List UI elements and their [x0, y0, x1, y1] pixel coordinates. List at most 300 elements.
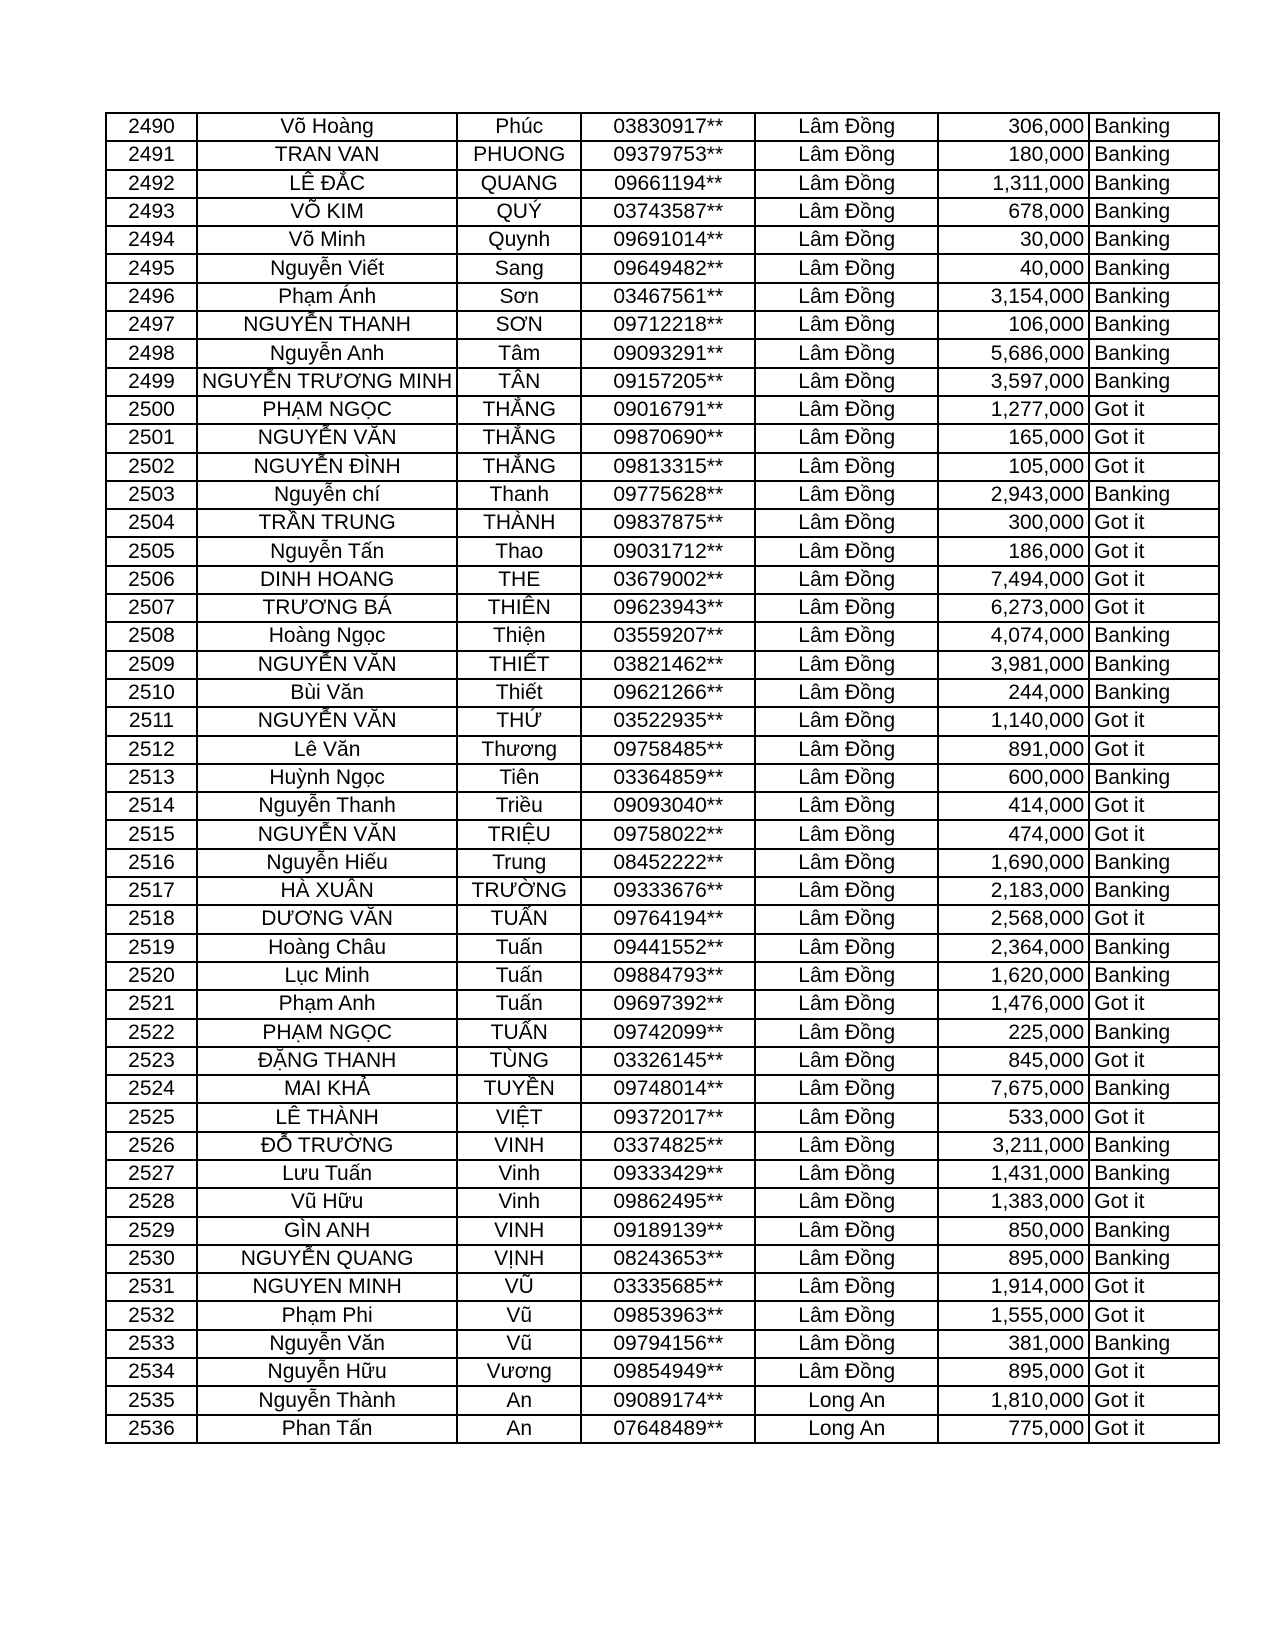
given-name-cell: SƠN	[457, 311, 581, 339]
given-name-cell: THẮNG	[457, 453, 581, 481]
row-number-cell: 2499	[106, 368, 197, 396]
row-number-cell: 2498	[106, 339, 197, 367]
province-cell: Lâm Đồng	[755, 877, 938, 905]
payment-method-cell: Banking	[1089, 679, 1219, 707]
family-name-cell: Nguyễn Văn	[197, 1330, 457, 1358]
province-cell: Lâm Đồng	[755, 905, 938, 933]
family-name-cell: Bùi Văn	[197, 679, 457, 707]
phone-number-cell: 09794156**	[581, 1330, 755, 1358]
given-name-cell: Vương	[457, 1358, 581, 1386]
amount-cell: 3,981,000	[938, 651, 1089, 679]
amount-cell: 165,000	[938, 424, 1089, 452]
amount-cell: 306,000	[938, 113, 1089, 141]
family-name-cell: Võ Hoàng	[197, 113, 457, 141]
row-number-cell: 2517	[106, 877, 197, 905]
payment-method-cell: Banking	[1089, 198, 1219, 226]
phone-number-cell: 09884793**	[581, 962, 755, 990]
province-cell: Lâm Đồng	[755, 113, 938, 141]
given-name-cell: TUYỀN	[457, 1075, 581, 1103]
row-number-cell: 2492	[106, 170, 197, 198]
amount-cell: 180,000	[938, 141, 1089, 169]
row-number-cell: 2526	[106, 1132, 197, 1160]
family-name-cell: NGUYỄN THANH	[197, 311, 457, 339]
table-row	[106, 509, 1219, 537]
province-cell: Lâm Đồng	[755, 764, 938, 792]
family-name-cell: NGUYỄN VĂN	[197, 651, 457, 679]
payment-method-cell: Got it	[1089, 396, 1219, 424]
phone-number-cell: 03326145**	[581, 1047, 755, 1075]
given-name-cell: Thương	[457, 736, 581, 764]
amount-cell: 775,000	[938, 1415, 1089, 1443]
table-row	[106, 1217, 1219, 1245]
payment-method-cell: Got it	[1089, 820, 1219, 848]
phone-number-cell: 09661194**	[581, 170, 755, 198]
phone-number-cell: 09742099**	[581, 1019, 755, 1047]
phone-number-cell: 09093291**	[581, 339, 755, 367]
family-name-cell: Lưu Tuấn	[197, 1160, 457, 1188]
row-number-cell: 2536	[106, 1415, 197, 1443]
payment-method-cell: Got it	[1089, 736, 1219, 764]
amount-cell: 1,476,000	[938, 990, 1089, 1018]
amount-cell: 1,914,000	[938, 1273, 1089, 1301]
row-number-cell: 2494	[106, 226, 197, 254]
table-row	[106, 481, 1219, 509]
given-name-cell: THẮNG	[457, 396, 581, 424]
row-number-cell: 2522	[106, 1019, 197, 1047]
phone-number-cell: 09189139**	[581, 1217, 755, 1245]
table-row	[106, 1330, 1219, 1358]
family-name-cell: NGUYEN MINH	[197, 1273, 457, 1301]
row-number-cell: 2507	[106, 594, 197, 622]
table-row	[106, 1075, 1219, 1103]
row-number-cell: 2497	[106, 311, 197, 339]
amount-cell: 381,000	[938, 1330, 1089, 1358]
row-number-cell: 2532	[106, 1301, 197, 1329]
amount-cell: 2,943,000	[938, 481, 1089, 509]
phone-number-cell: 09333429**	[581, 1160, 755, 1188]
payment-method-cell: Banking	[1089, 849, 1219, 877]
row-number-cell: 2520	[106, 962, 197, 990]
amount-cell: 244,000	[938, 679, 1089, 707]
family-name-cell: DƯƠNG VĂN	[197, 905, 457, 933]
amount-cell: 1,311,000	[938, 170, 1089, 198]
amount-cell: 5,686,000	[938, 339, 1089, 367]
province-cell: Lâm Đồng	[755, 1103, 938, 1131]
province-cell: Long An	[755, 1386, 938, 1414]
amount-cell: 1,690,000	[938, 849, 1089, 877]
phone-number-cell: 09837875**	[581, 509, 755, 537]
table-row	[106, 141, 1219, 169]
table-row	[106, 170, 1219, 198]
phone-number-cell: 09379753**	[581, 141, 755, 169]
family-name-cell: TRAN VAN	[197, 141, 457, 169]
row-number-cell: 2509	[106, 651, 197, 679]
row-number-cell: 2530	[106, 1245, 197, 1273]
family-name-cell: Hoàng Châu	[197, 934, 457, 962]
phone-number-cell: 09441552**	[581, 934, 755, 962]
phone-number-cell: 09093040**	[581, 792, 755, 820]
payment-method-cell: Banking	[1089, 339, 1219, 367]
province-cell: Lâm Đồng	[755, 651, 938, 679]
phone-number-cell: 07648489**	[581, 1415, 755, 1443]
province-cell: Long An	[755, 1415, 938, 1443]
table-row	[106, 1386, 1219, 1414]
province-cell: Lâm Đồng	[755, 679, 938, 707]
table-row	[106, 1019, 1219, 1047]
province-cell: Lâm Đồng	[755, 368, 938, 396]
phone-number-cell: 03374825**	[581, 1132, 755, 1160]
table-row	[106, 651, 1219, 679]
table-row	[106, 707, 1219, 735]
payment-method-cell: Got it	[1089, 1415, 1219, 1443]
payment-method-cell: Got it	[1089, 424, 1219, 452]
amount-cell: 300,000	[938, 509, 1089, 537]
given-name-cell: QUÝ	[457, 198, 581, 226]
amount-cell: 1,555,000	[938, 1301, 1089, 1329]
table-row	[106, 877, 1219, 905]
family-name-cell: Nguyễn Tấn	[197, 537, 457, 565]
table-body	[106, 113, 1219, 1443]
province-cell: Lâm Đồng	[755, 396, 938, 424]
family-name-cell: Hoàng Ngọc	[197, 622, 457, 650]
table-row	[106, 792, 1219, 820]
family-name-cell: NGUYỄN QUANG	[197, 1245, 457, 1273]
table-row	[106, 849, 1219, 877]
province-cell: Lâm Đồng	[755, 339, 938, 367]
payment-method-cell: Banking	[1089, 1245, 1219, 1273]
amount-cell: 30,000	[938, 226, 1089, 254]
family-name-cell: GÌN ANH	[197, 1217, 457, 1245]
province-cell: Lâm Đồng	[755, 566, 938, 594]
given-name-cell: Tâm	[457, 339, 581, 367]
table-row	[106, 198, 1219, 226]
given-name-cell: An	[457, 1415, 581, 1443]
province-cell: Lâm Đồng	[755, 934, 938, 962]
payment-method-cell: Got it	[1089, 1273, 1219, 1301]
province-cell: Lâm Đồng	[755, 1075, 938, 1103]
payment-method-cell: Got it	[1089, 453, 1219, 481]
province-cell: Lâm Đồng	[755, 622, 938, 650]
province-cell: Lâm Đồng	[755, 283, 938, 311]
family-name-cell: Nguyễn Viết	[197, 254, 457, 282]
row-number-cell: 2533	[106, 1330, 197, 1358]
family-name-cell: TRƯƠNG BÁ	[197, 594, 457, 622]
given-name-cell: TÙNG	[457, 1047, 581, 1075]
amount-cell: 3,597,000	[938, 368, 1089, 396]
table-row	[106, 820, 1219, 848]
province-cell: Lâm Đồng	[755, 1160, 938, 1188]
table-row	[106, 1415, 1219, 1443]
row-number-cell: 2518	[106, 905, 197, 933]
phone-number-cell: 03559207**	[581, 622, 755, 650]
payment-method-cell: Got it	[1089, 1358, 1219, 1386]
payment-method-cell: Got it	[1089, 594, 1219, 622]
phone-number-cell: 09697392**	[581, 990, 755, 1018]
row-number-cell: 2493	[106, 198, 197, 226]
payment-method-cell: Banking	[1089, 141, 1219, 169]
table-row	[106, 1132, 1219, 1160]
payment-method-cell: Got it	[1089, 792, 1219, 820]
given-name-cell: TUẤN	[457, 1019, 581, 1047]
phone-number-cell: 09813315**	[581, 453, 755, 481]
amount-cell: 850,000	[938, 1217, 1089, 1245]
given-name-cell: Thao	[457, 537, 581, 565]
province-cell: Lâm Đồng	[755, 1245, 938, 1273]
given-name-cell: Thiện	[457, 622, 581, 650]
given-name-cell: Tuấn	[457, 934, 581, 962]
family-name-cell: Phan Tấn	[197, 1415, 457, 1443]
row-number-cell: 2524	[106, 1075, 197, 1103]
row-number-cell: 2528	[106, 1188, 197, 1216]
payment-method-cell: Banking	[1089, 170, 1219, 198]
amount-cell: 678,000	[938, 198, 1089, 226]
payment-method-cell: Banking	[1089, 1330, 1219, 1358]
payment-method-cell: Banking	[1089, 934, 1219, 962]
family-name-cell: HÀ XUÂN	[197, 877, 457, 905]
payment-method-cell: Banking	[1089, 226, 1219, 254]
row-number-cell: 2523	[106, 1047, 197, 1075]
amount-cell: 414,000	[938, 792, 1089, 820]
given-name-cell: VIỆT	[457, 1103, 581, 1131]
payment-method-cell: Banking	[1089, 1132, 1219, 1160]
table-row	[106, 1160, 1219, 1188]
payment-method-cell: Got it	[1089, 537, 1219, 565]
table-row	[106, 1245, 1219, 1273]
family-name-cell: VÕ KIM	[197, 198, 457, 226]
row-number-cell: 2513	[106, 764, 197, 792]
family-name-cell: Lục Minh	[197, 962, 457, 990]
row-number-cell: 2531	[106, 1273, 197, 1301]
province-cell: Lâm Đồng	[755, 537, 938, 565]
row-number-cell: 2534	[106, 1358, 197, 1386]
province-cell: Lâm Đồng	[755, 141, 938, 169]
payment-method-cell: Got it	[1089, 566, 1219, 594]
family-name-cell: Nguyễn Hiếu	[197, 849, 457, 877]
amount-cell: 1,431,000	[938, 1160, 1089, 1188]
family-name-cell: Phạm Phi	[197, 1301, 457, 1329]
family-name-cell: PHẠM NGỌC	[197, 1019, 457, 1047]
amount-cell: 600,000	[938, 764, 1089, 792]
family-name-cell: Võ Minh	[197, 226, 457, 254]
payment-method-cell: Got it	[1089, 905, 1219, 933]
province-cell: Lâm Đồng	[755, 424, 938, 452]
table-row	[106, 424, 1219, 452]
phone-number-cell: 08452222**	[581, 849, 755, 877]
province-cell: Lâm Đồng	[755, 226, 938, 254]
row-number-cell: 2490	[106, 113, 197, 141]
family-name-cell: PHẠM NGỌC	[197, 396, 457, 424]
phone-number-cell: 09853963**	[581, 1301, 755, 1329]
phone-number-cell: 09758485**	[581, 736, 755, 764]
row-number-cell: 2519	[106, 934, 197, 962]
amount-cell: 105,000	[938, 453, 1089, 481]
province-cell: Lâm Đồng	[755, 1273, 938, 1301]
given-name-cell: THE	[457, 566, 581, 594]
family-name-cell: Phạm Anh	[197, 990, 457, 1018]
amount-cell: 3,154,000	[938, 283, 1089, 311]
row-number-cell: 2496	[106, 283, 197, 311]
given-name-cell: THIÊN	[457, 594, 581, 622]
table-row	[106, 226, 1219, 254]
payment-method-cell: Got it	[1089, 509, 1219, 537]
data-table	[105, 112, 1220, 1444]
row-number-cell: 2529	[106, 1217, 197, 1245]
amount-cell: 3,211,000	[938, 1132, 1089, 1160]
row-number-cell: 2516	[106, 849, 197, 877]
payment-method-cell: Got it	[1089, 990, 1219, 1018]
family-name-cell: Nguyễn Hữu	[197, 1358, 457, 1386]
row-number-cell: 2527	[106, 1160, 197, 1188]
province-cell: Lâm Đồng	[755, 1358, 938, 1386]
given-name-cell: Vũ	[457, 1330, 581, 1358]
table-row	[106, 1358, 1219, 1386]
given-name-cell: THIẾT	[457, 651, 581, 679]
phone-number-cell: 09854949**	[581, 1358, 755, 1386]
row-number-cell: 2505	[106, 537, 197, 565]
phone-number-cell: 09758022**	[581, 820, 755, 848]
province-cell: Lâm Đồng	[755, 453, 938, 481]
payment-method-cell: Banking	[1089, 651, 1219, 679]
given-name-cell: Sơn	[457, 283, 581, 311]
family-name-cell: Nguyễn chí	[197, 481, 457, 509]
amount-cell: 474,000	[938, 820, 1089, 848]
given-name-cell: Vũ	[457, 1301, 581, 1329]
province-cell: Lâm Đồng	[755, 1047, 938, 1075]
table-row	[106, 1103, 1219, 1131]
phone-number-cell: 03335685**	[581, 1273, 755, 1301]
province-cell: Lâm Đồng	[755, 1330, 938, 1358]
table-row	[106, 679, 1219, 707]
phone-number-cell: 09870690**	[581, 424, 755, 452]
phone-number-cell: 03821462**	[581, 651, 755, 679]
province-cell: Lâm Đồng	[755, 594, 938, 622]
amount-cell: 845,000	[938, 1047, 1089, 1075]
table-row	[106, 962, 1219, 990]
table-row	[106, 764, 1219, 792]
family-name-cell: NGUYỄN VĂN	[197, 820, 457, 848]
table-row	[106, 736, 1219, 764]
given-name-cell: Tuấn	[457, 962, 581, 990]
amount-cell: 1,277,000	[938, 396, 1089, 424]
amount-cell: 2,183,000	[938, 877, 1089, 905]
phone-number-cell: 03467561**	[581, 283, 755, 311]
given-name-cell: An	[457, 1386, 581, 1414]
table-row	[106, 254, 1219, 282]
amount-cell: 7,675,000	[938, 1075, 1089, 1103]
phone-number-cell: 03679002**	[581, 566, 755, 594]
amount-cell: 186,000	[938, 537, 1089, 565]
province-cell: Lâm Đồng	[755, 792, 938, 820]
phone-number-cell: 03830917**	[581, 113, 755, 141]
province-cell: Lâm Đồng	[755, 1132, 938, 1160]
phone-number-cell: 09089174**	[581, 1386, 755, 1414]
family-name-cell: NGUYỄN VĂN	[197, 707, 457, 735]
family-name-cell: ĐỖ TRƯỜNG	[197, 1132, 457, 1160]
amount-cell: 106,000	[938, 311, 1089, 339]
given-name-cell: THẮNG	[457, 424, 581, 452]
row-number-cell: 2510	[106, 679, 197, 707]
payment-method-cell: Banking	[1089, 1160, 1219, 1188]
row-number-cell: 2502	[106, 453, 197, 481]
payment-method-cell: Got it	[1089, 1047, 1219, 1075]
table-row	[106, 990, 1219, 1018]
table-row	[106, 396, 1219, 424]
phone-number-cell: 09031712**	[581, 537, 755, 565]
amount-cell: 4,074,000	[938, 622, 1089, 650]
amount-cell: 895,000	[938, 1245, 1089, 1273]
family-name-cell: Nguyễn Anh	[197, 339, 457, 367]
row-number-cell: 2521	[106, 990, 197, 1018]
table-row	[106, 1301, 1219, 1329]
family-name-cell: Nguyễn Thanh	[197, 792, 457, 820]
given-name-cell: THỨ	[457, 707, 581, 735]
payment-method-cell: Banking	[1089, 877, 1219, 905]
phone-number-cell: 09157205**	[581, 368, 755, 396]
given-name-cell: QUANG	[457, 170, 581, 198]
table-row	[106, 113, 1219, 141]
table-row	[106, 1273, 1219, 1301]
table-row	[106, 311, 1219, 339]
given-name-cell: Thiết	[457, 679, 581, 707]
province-cell: Lâm Đồng	[755, 481, 938, 509]
province-cell: Lâm Đồng	[755, 509, 938, 537]
row-number-cell: 2515	[106, 820, 197, 848]
amount-cell: 2,568,000	[938, 905, 1089, 933]
row-number-cell: 2501	[106, 424, 197, 452]
province-cell: Lâm Đồng	[755, 707, 938, 735]
phone-number-cell: 09775628**	[581, 481, 755, 509]
province-cell: Lâm Đồng	[755, 990, 938, 1018]
phone-number-cell: 09016791**	[581, 396, 755, 424]
payment-method-cell: Got it	[1089, 1301, 1219, 1329]
table-row	[106, 368, 1219, 396]
given-name-cell: Sang	[457, 254, 581, 282]
table-row	[106, 934, 1219, 962]
given-name-cell: Phúc	[457, 113, 581, 141]
family-name-cell: LÊ THÀNH	[197, 1103, 457, 1131]
row-number-cell: 2511	[106, 707, 197, 735]
family-name-cell: NGUYỄN ĐÌNH	[197, 453, 457, 481]
phone-number-cell: 03364859**	[581, 764, 755, 792]
payment-method-cell: Banking	[1089, 1075, 1219, 1103]
family-name-cell: LÊ ĐẮC	[197, 170, 457, 198]
phone-number-cell: 09748014**	[581, 1075, 755, 1103]
payment-method-cell: Banking	[1089, 311, 1219, 339]
province-cell: Lâm Đồng	[755, 254, 938, 282]
row-number-cell: 2508	[106, 622, 197, 650]
amount-cell: 7,494,000	[938, 566, 1089, 594]
family-name-cell: ĐẶNG THANH	[197, 1047, 457, 1075]
family-name-cell: TRẦN TRUNG	[197, 509, 457, 537]
family-name-cell: Lê Văn	[197, 736, 457, 764]
family-name-cell: Phạm Ánh	[197, 283, 457, 311]
province-cell: Lâm Đồng	[755, 198, 938, 226]
amount-cell: 895,000	[938, 1358, 1089, 1386]
family-name-cell: NGUYỄN VĂN	[197, 424, 457, 452]
province-cell: Lâm Đồng	[755, 849, 938, 877]
amount-cell: 891,000	[938, 736, 1089, 764]
payment-method-cell: Banking	[1089, 622, 1219, 650]
payment-method-cell: Got it	[1089, 1188, 1219, 1216]
given-name-cell: VINH	[457, 1132, 581, 1160]
phone-number-cell: 09712218**	[581, 311, 755, 339]
phone-number-cell: 03743587**	[581, 198, 755, 226]
province-cell: Lâm Đồng	[755, 1188, 938, 1216]
family-name-cell: Nguyễn Thành	[197, 1386, 457, 1414]
given-name-cell: Tuấn	[457, 990, 581, 1018]
phone-number-cell: 09333676**	[581, 877, 755, 905]
amount-cell: 6,273,000	[938, 594, 1089, 622]
